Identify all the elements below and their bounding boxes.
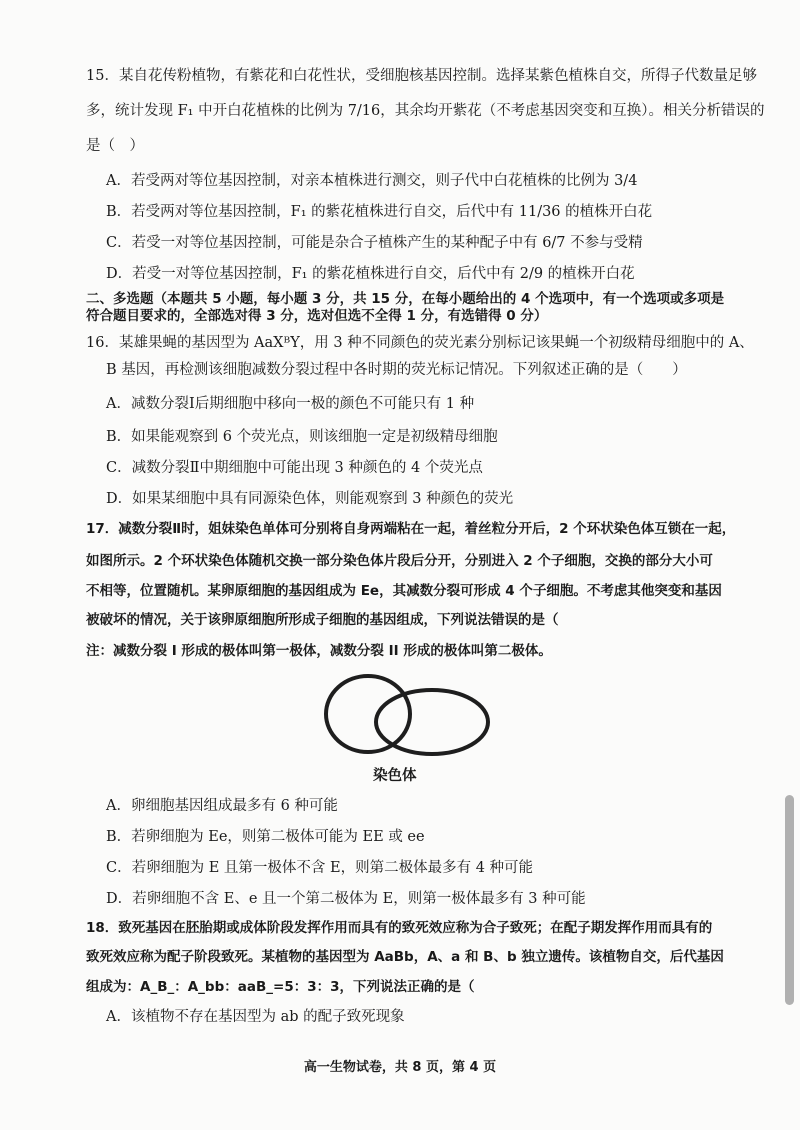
q15-stem-line-2: 多，统计发现 F₁ 中开白花植株的比例为 7/16，其余均开紫花（不考虑基因突变和互换）。相关分析错误的 [86, 103, 765, 119]
q17-stem-line-4: 被破坏的情况，关于该卵原细胞所形成子细胞的基因组成，下列说法错误的是（ [86, 612, 559, 628]
q16-option-b: B．如果能观察到 6 个荧光点，则该细胞一定是初级精母细胞 [106, 429, 498, 445]
q15-option-d: D．若受一对等位基因控制，F₁ 的紫花植株进行自交，后代中有 2/9 的植株开白花 [106, 266, 635, 282]
section-2-heading-line-1: 二、多选题（本题共 5 小题，每小题 3 分，共 15 分，在每小题给出的 4 个选项中，有一个选项或多项是 [86, 291, 725, 307]
q15-option-b: B．若受两对等位基因控制，F₁ 的紫花植株进行自交，后代中有 11/36 的植株开白花 [106, 204, 653, 220]
section-2-heading-line-2: 符合题目要求的，全部选对得 3 分，选对但选不全得 1 分，有选错得 0 分） [86, 308, 548, 324]
q17-option-a: A．卵细胞基因组成最多有 6 种可能 [106, 798, 338, 814]
q15-option-c: C．若受一对等位基因控制，可能是杂合子植株产生的某种配子中有 6/7 不参与受精 [106, 235, 643, 251]
q17-note: 注：减数分裂 I 形成的极体叫第一极体，减数分裂 II 形成的极体叫第二极体。 [86, 643, 552, 659]
q18-stem-line-2: 致死效应称为配子阶段致死。某植物的基因型为 AaBb，A、a 和 B、b 独立遗传。该植物自交，后代基因 [86, 949, 724, 965]
q16-option-c: C．减数分裂Ⅱ中期细胞中可能出现 3 种颜色的 4 个荧光点 [106, 460, 483, 476]
q15-stem-line-3: 是（ ） [86, 138, 144, 154]
q15-stem-line-1: 15．某自花传粉植物，有紫花和白花性状，受细胞核基因控制。选择某紫色植株自交，所得子代数量足够 [86, 68, 757, 84]
q16-stem-line-2: B 基因，再检测该细胞减数分裂过程中各时期的荧光标记情况。下列叙述正确的是（ ） [106, 362, 687, 378]
figure-caption: 染色体 [373, 768, 417, 784]
q15-option-a: A．若受两对等位基因控制，对亲本植株进行测交，则子代中白花植株的比例为 3/4 [106, 173, 638, 189]
q17-option-b: B．若卵细胞为 Ee，则第二极体可能为 EE 或 ee [106, 829, 425, 845]
q18-option-a: A．该植物不存在基因型为 ab 的配子致死现象 [106, 1009, 405, 1025]
page-footer: 高一生物试卷，共 8 页，第 4 页 [303, 1060, 497, 1075]
q17-stem-line-1: 17．减数分裂Ⅱ时，姐妹染色单体可分别将自身两端粘在一起，着丝粒分开后，2 个环状染色体互锁在一起， [86, 521, 736, 537]
q18-stem-line-1: 18．致死基因在胚胎期或成体阶段发挥作用而具有的致死效应称为合子致死；在配子期发挥作用而具有的 [86, 920, 713, 936]
q17-option-c: C．若卵细胞为 E 且第一极体不含 E，则第二极体最多有 4 种可能 [106, 860, 534, 876]
q17-option-d: D．若卵细胞不含 E、e 且一个第二极体为 E，则第一极体最多有 3 种可能 [106, 891, 586, 907]
q17-stem-line-3: 不相等，位置随机。某卵原细胞的基因组成为 Ee，其减数分裂可形成 4 个子细胞。不考虑其他突变和基因 [86, 583, 722, 599]
q17-stem-line-2: 如图所示。2 个环状染色体随机交换一部分染色体片段后分开，分别进入 2 个子细胞，交换的部分大小可 [86, 553, 713, 569]
q18-stem-line-3: 组成为：A_B_：A_bb：aaB_=5：3：3，下列说法正确的是（ [86, 979, 475, 995]
q16-option-a: A．减数分裂Ⅰ后期细胞中移向一极的颜色不可能只有 1 种 [106, 396, 475, 412]
ring-chromosome-right [376, 690, 488, 754]
ring-chromosome-left [326, 676, 410, 752]
vertical-scrollbar[interactable] [785, 795, 794, 1005]
q16-stem-line-1: 16．某雄果蝇的基因型为 AaXᴮY，用 3 种不同颜色的荧光素分别标记该果蝇一个初级精母细胞中的 A、 [86, 335, 754, 351]
interlocked-rings-drawing [320, 670, 492, 760]
q16-option-d: D．如果某细胞中具有同源染色体，则能观察到 3 种颜色的荧光 [106, 491, 514, 507]
interlocked-ring-chromosomes-figure [320, 670, 492, 760]
